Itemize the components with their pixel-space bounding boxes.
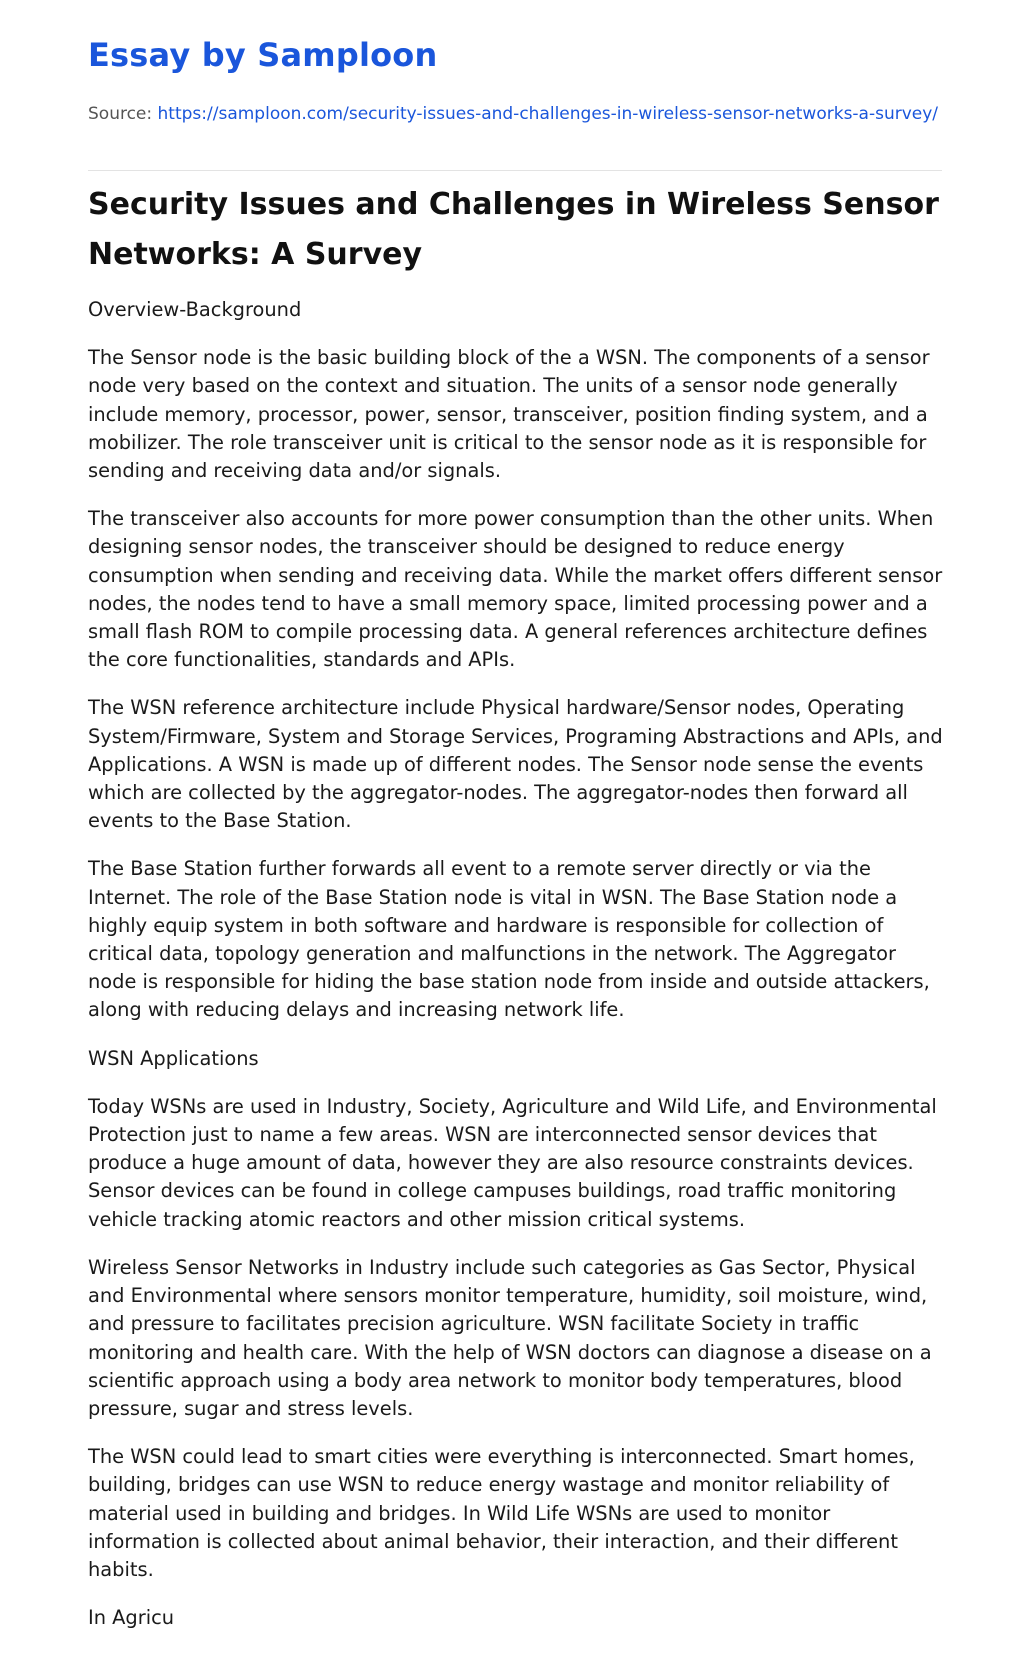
- paragraph: The Base Station further forwards all event to a remote server directly or via the Internet. The role of the Base Station node is vital in WSN. The Base Station node a highly equip system in both software and hardware is responsible for collection of critical data, topology generation and malfunctions in the network. The Aggregator node is responsible for hiding the base station node from inside and outside attackers, along with reducing delays and increasing network life.: [88, 857, 930, 1022]
- section-heading-overview: Overview-Background: [88, 298, 302, 321]
- paragraph: The WSN could lead to smart cities were everything is interconnected. Smart homes, building, bridges can use WSN to reduce energy wastage and monitor reliability of material used in building and bridges. In Wild Life WSNs are used to monitor information is collected about animal behavior, their interaction, and their different habits.: [88, 1445, 915, 1581]
- essay-body: [88, 296, 948, 1652]
- paragraph: Today WSNs are used in Industry, Society, Agriculture and Wild Life, and Environmental Protection just to name a few areas. WSN are interconnected sensor devices that produce a huge amount of data, however they are also resource constraints devices. Sensor devices can be found in college campuses buildings, road traffic monitoring vehicle tracking atomic reactors and other mission critical systems.: [88, 1094, 937, 1231]
- paragraph: The transceiver also accounts for more power consumption than the other units. When designing sensor nodes, the transceiver should be designed to reduce energy consumption when sending and receiving data. While the market offers different sensor nodes, the nodes tend to have a small memory space, limited processing power and a small flash ROM to compile processing data. A general references architecture defines the core functionalities, standards and APIs.: [88, 507, 943, 672]
- paragraph: The WSN reference architecture include Physical hardware/Sensor nodes, Operating System/Firmware, System and Storage Services, Programing Abstractions and APIs, and Applications. A WSN is made up of different nodes. The Sensor node sense the events which are collected by the aggregator-nodes. The aggregator-nodes then forward all events to the Base Station.: [88, 696, 943, 833]
- source-line: [88, 100, 942, 128]
- essay-title: Security Issues and Challenges in Wireless Sensor Networks: A Survey: [88, 187, 939, 272]
- source-label: Source:: [88, 104, 153, 124]
- source-link[interactable]: https://samploon.com/security-issues-and-challenges-in-wireless-sensor-networks-a-survey/: [157, 104, 939, 124]
- paragraph: Wireless Sensor Networks in Industry include such categories as Gas Sector, Physical and Environmental where sensors monitor temperature, humidity, soil moisture, wind, and pressure to facilitates precision agriculture. WSN facilitate Society in traffic monitoring and health care. With the help of WSN doctors can diagnose a disease on a scientific approach using a body area network to monitor body temperatures, blood pressure, sugar and stress levels.: [88, 1255, 932, 1420]
- section-heading-wsn-applications: WSN Applications: [88, 1046, 259, 1070]
- paragraph-truncated: In Agricu: [88, 1606, 175, 1630]
- header-divider: [88, 170, 942, 171]
- paragraph: The Sensor node is the basic building block of the a WSN. The components of a sensor node very based on the context and situation. The units of a sensor node generally include memory, processor, power, sensor, transceiver, position finding system, and a mobilizer. The role transceiver unit is critical to the sensor node as it is responsible for sending and receiving data and/or signals.: [88, 346, 930, 483]
- site-brand[interactable]: Essay by Samploon: [88, 36, 438, 74]
